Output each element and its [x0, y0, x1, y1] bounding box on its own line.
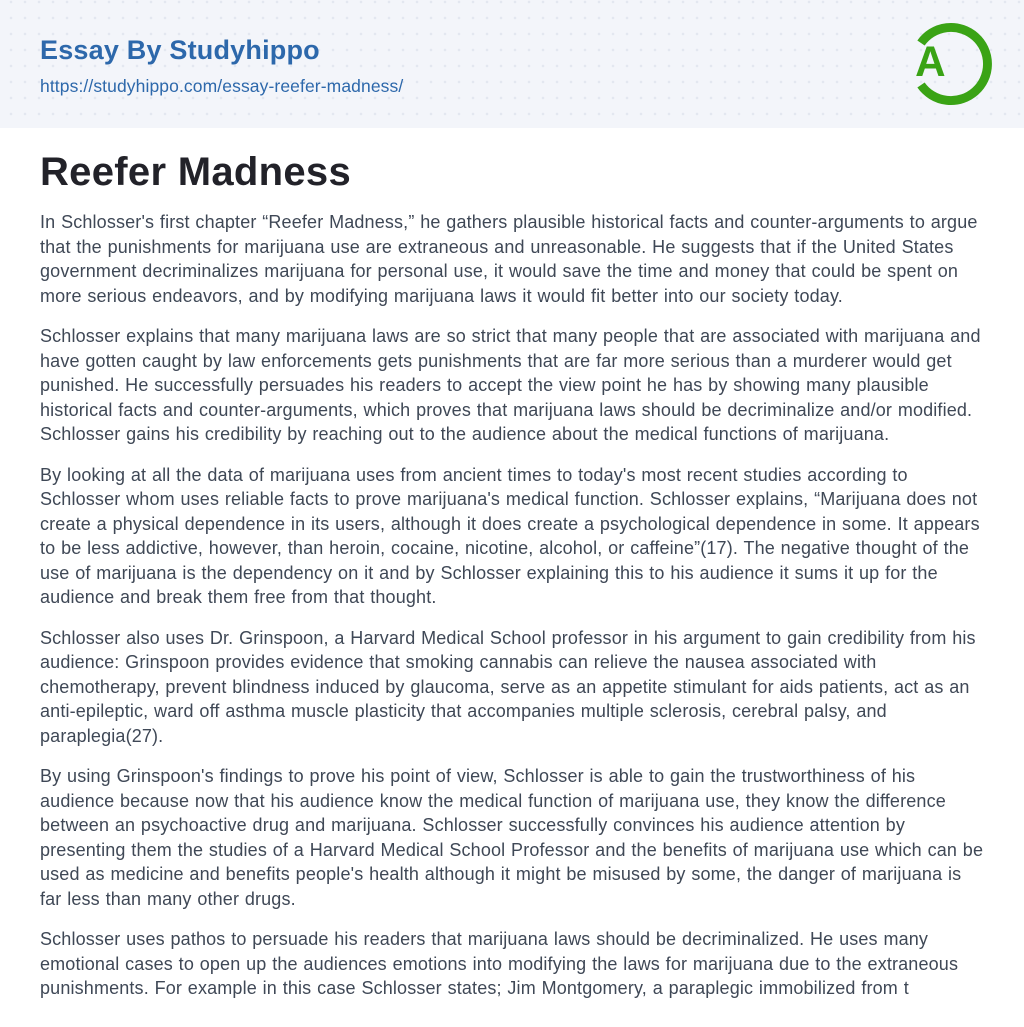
essay-paragraph-6: Schlosser uses pathos to persuade his readers that marijuana laws should be decriminalized. He uses many emotional cases to open up the audiences emotions into modifying the laws for marijuana due to the extraneous punishments. For example in this case Schlosser states; Jim Montgomery, a paraplegic immobilized from t [40, 929, 959, 998]
essay-paragraph-2: Schlosser explains that many marijuana laws are so strict that many people that are associated with marijuana and have gotten caught by law enforcements gets punishments that are far more serious than a murderer would get punished. He successfully persuades his readers to accept the view point he has by showing many plausible historical facts and counter-arguments, which proves that marijuana laws should be decriminalize and/or modified. Schlosser gains his credibility by reaching out to the audience about the medical functions of marijuana. [40, 326, 981, 444]
site-title-link[interactable]: Essay By Studyhippo [40, 34, 320, 65]
studyhippo-logo-icon [906, 18, 996, 110]
essay-paragraph-1: In Schlosser's first chapter “Reefer Madness,” he gathers plausible historical facts and counter-arguments to argue that the punishments for marijuana use are extraneous and unreasonable. He suggests that if the United States government decriminalizes marijuana for personal use, it would save the time and money that could be spent on more serious endeavors, and by modifying marijuana laws it would fit better into our society today. [40, 212, 978, 306]
page-title: Reefer Madness [40, 150, 351, 194]
essay-paragraph-5: By using Grinspoon's findings to prove his point of view, Schlosser is able to gain the trustworthiness of his audience because now that his audience know the medical function of marijuana use, they know the difference between an psychoactive drug and marijuana. Schlosser successfully convinces his audience attention by presenting them the studies of a Harvard Medical School Professor and the benefits of marijuana use which can be used as medicine and benefits people's health although it might be misused by some, the danger of marijuana is far less than many other drugs. [40, 766, 984, 909]
essay-paragraph-3: By looking at all the data of marijuana uses from ancient times to today's most recent studies according to Schlosser whom uses reliable facts to prove marijuana's medical function. Schlosser explains, “Marijuana does not create a physical dependence in its users, although it does create a psychological dependence in some. It appears to be less addictive, however, than heroin, cocaine, nicotine, alcohol, or caffeine”(17). The negative thought of the use of marijuana is the dependency on it and by Schlosser explaining this to his audience it sums it up for the audience and break them free from that thought. [40, 464, 980, 607]
essay-paragraph-4: Schlosser also uses Dr. Grinspoon, a Harvard Medical School professor in his argument to gain credibility from his audience: Grinspoon provides evidence that smoking cannabis can relieve the nausea associated with chemotherapy, prevent blindness induced by glaucoma, serve as an appetite stimulant for aids patients, act as an anti-epileptic, ward off asthma muscle plasticity that accompanies multiple sclerosis, cerebral palsy, and paraplegia(27). [40, 627, 976, 746]
essay-content [0, 128, 1024, 1001]
header-text-block [40, 33, 403, 96]
logo-letter: A [915, 38, 946, 86]
logo-ring-icon [906, 18, 996, 110]
source-url-link[interactable]: https://studyhippo.com/essay-reefer-madness/ [40, 75, 404, 96]
site-header [0, 0, 1024, 128]
